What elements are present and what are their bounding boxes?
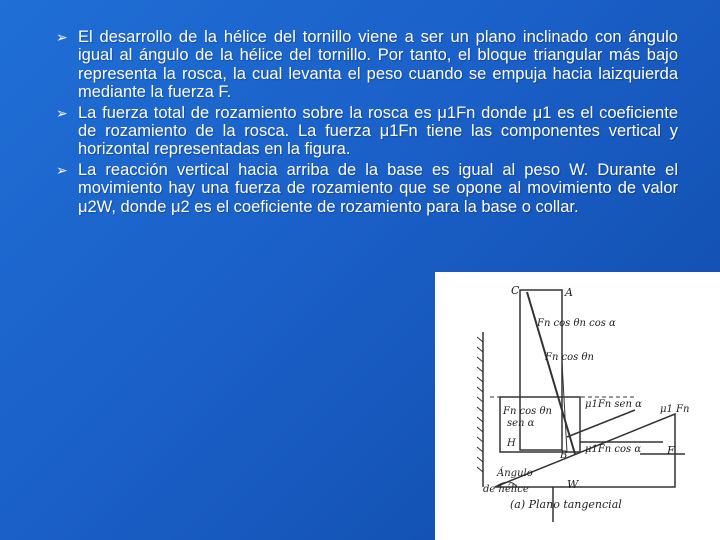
bullet-text-3: La reacción vertical hacia arriba de la base es igual al peso W. Durante el movimiento hay una fuerza de rozamiento que se opone al movimiento de valor μ2W, donde μ2 es el coeficiente de rozamiento para la base o collar. bbox=[78, 160, 678, 216]
label-fn-cos-cos: Fn cos θn cos α bbox=[537, 318, 616, 329]
bullet-text-1: El desarrollo de la hélice del tornillo viene a ser un plano inclinado con ángulo igual al ángulo de la hélice del tornillo. Por tanto, el bloque triangular más bajo representa la rosca, la cual levanta el peso cuando se empuja hacia laizquierda mediante la fuerza F. bbox=[78, 28, 678, 102]
arrow-bullet-icon: ➢ bbox=[56, 105, 68, 122]
bullet-text-2: La fuerza total de rozamiento sobre la rosca es μ1Fn donde μ1 es el coeficiente de rozamiento de la rosca. La fuerza μ1Fn tiene las componentes vertical y horizontal representadas en la figura. bbox=[78, 103, 678, 159]
bullet-item bbox=[52, 104, 678, 159]
bullet-list bbox=[52, 28, 678, 218]
bullet-item bbox=[52, 161, 678, 216]
label-angle-2: de hélice bbox=[483, 484, 529, 495]
label-mu-fn: μ1 Fn bbox=[660, 404, 690, 415]
wall-hatching bbox=[477, 337, 483, 472]
label-fn-cos: Fn cos θn bbox=[545, 352, 594, 363]
label-mu-sen: μ1Fn sen α bbox=[585, 399, 642, 410]
label-f: F bbox=[667, 444, 675, 457]
label-h: H bbox=[507, 438, 516, 449]
friction-arrow bbox=[567, 410, 635, 437]
label-angle-1: Ángulo bbox=[497, 468, 533, 479]
normal-force-line bbox=[527, 292, 575, 454]
arrow-bullet-icon: ➢ bbox=[56, 162, 68, 179]
figure-caption: (a) Plano tangencial bbox=[510, 498, 622, 511]
bullet-item bbox=[52, 28, 678, 102]
arrow-bullet-icon: ➢ bbox=[56, 30, 68, 46]
label-mu-cos: μ1Fn cos α bbox=[585, 444, 642, 455]
label-c: C bbox=[511, 284, 520, 297]
label-fn-cos-sen-1: Fn cos θn bbox=[503, 406, 552, 417]
label-b: B bbox=[560, 450, 568, 461]
label-w: W bbox=[567, 478, 579, 491]
label-a: A bbox=[565, 286, 573, 299]
force-diagram-svg bbox=[435, 272, 720, 540]
label-fn-cos-sen-2: sen α bbox=[507, 418, 535, 429]
force-diagram bbox=[435, 272, 720, 540]
